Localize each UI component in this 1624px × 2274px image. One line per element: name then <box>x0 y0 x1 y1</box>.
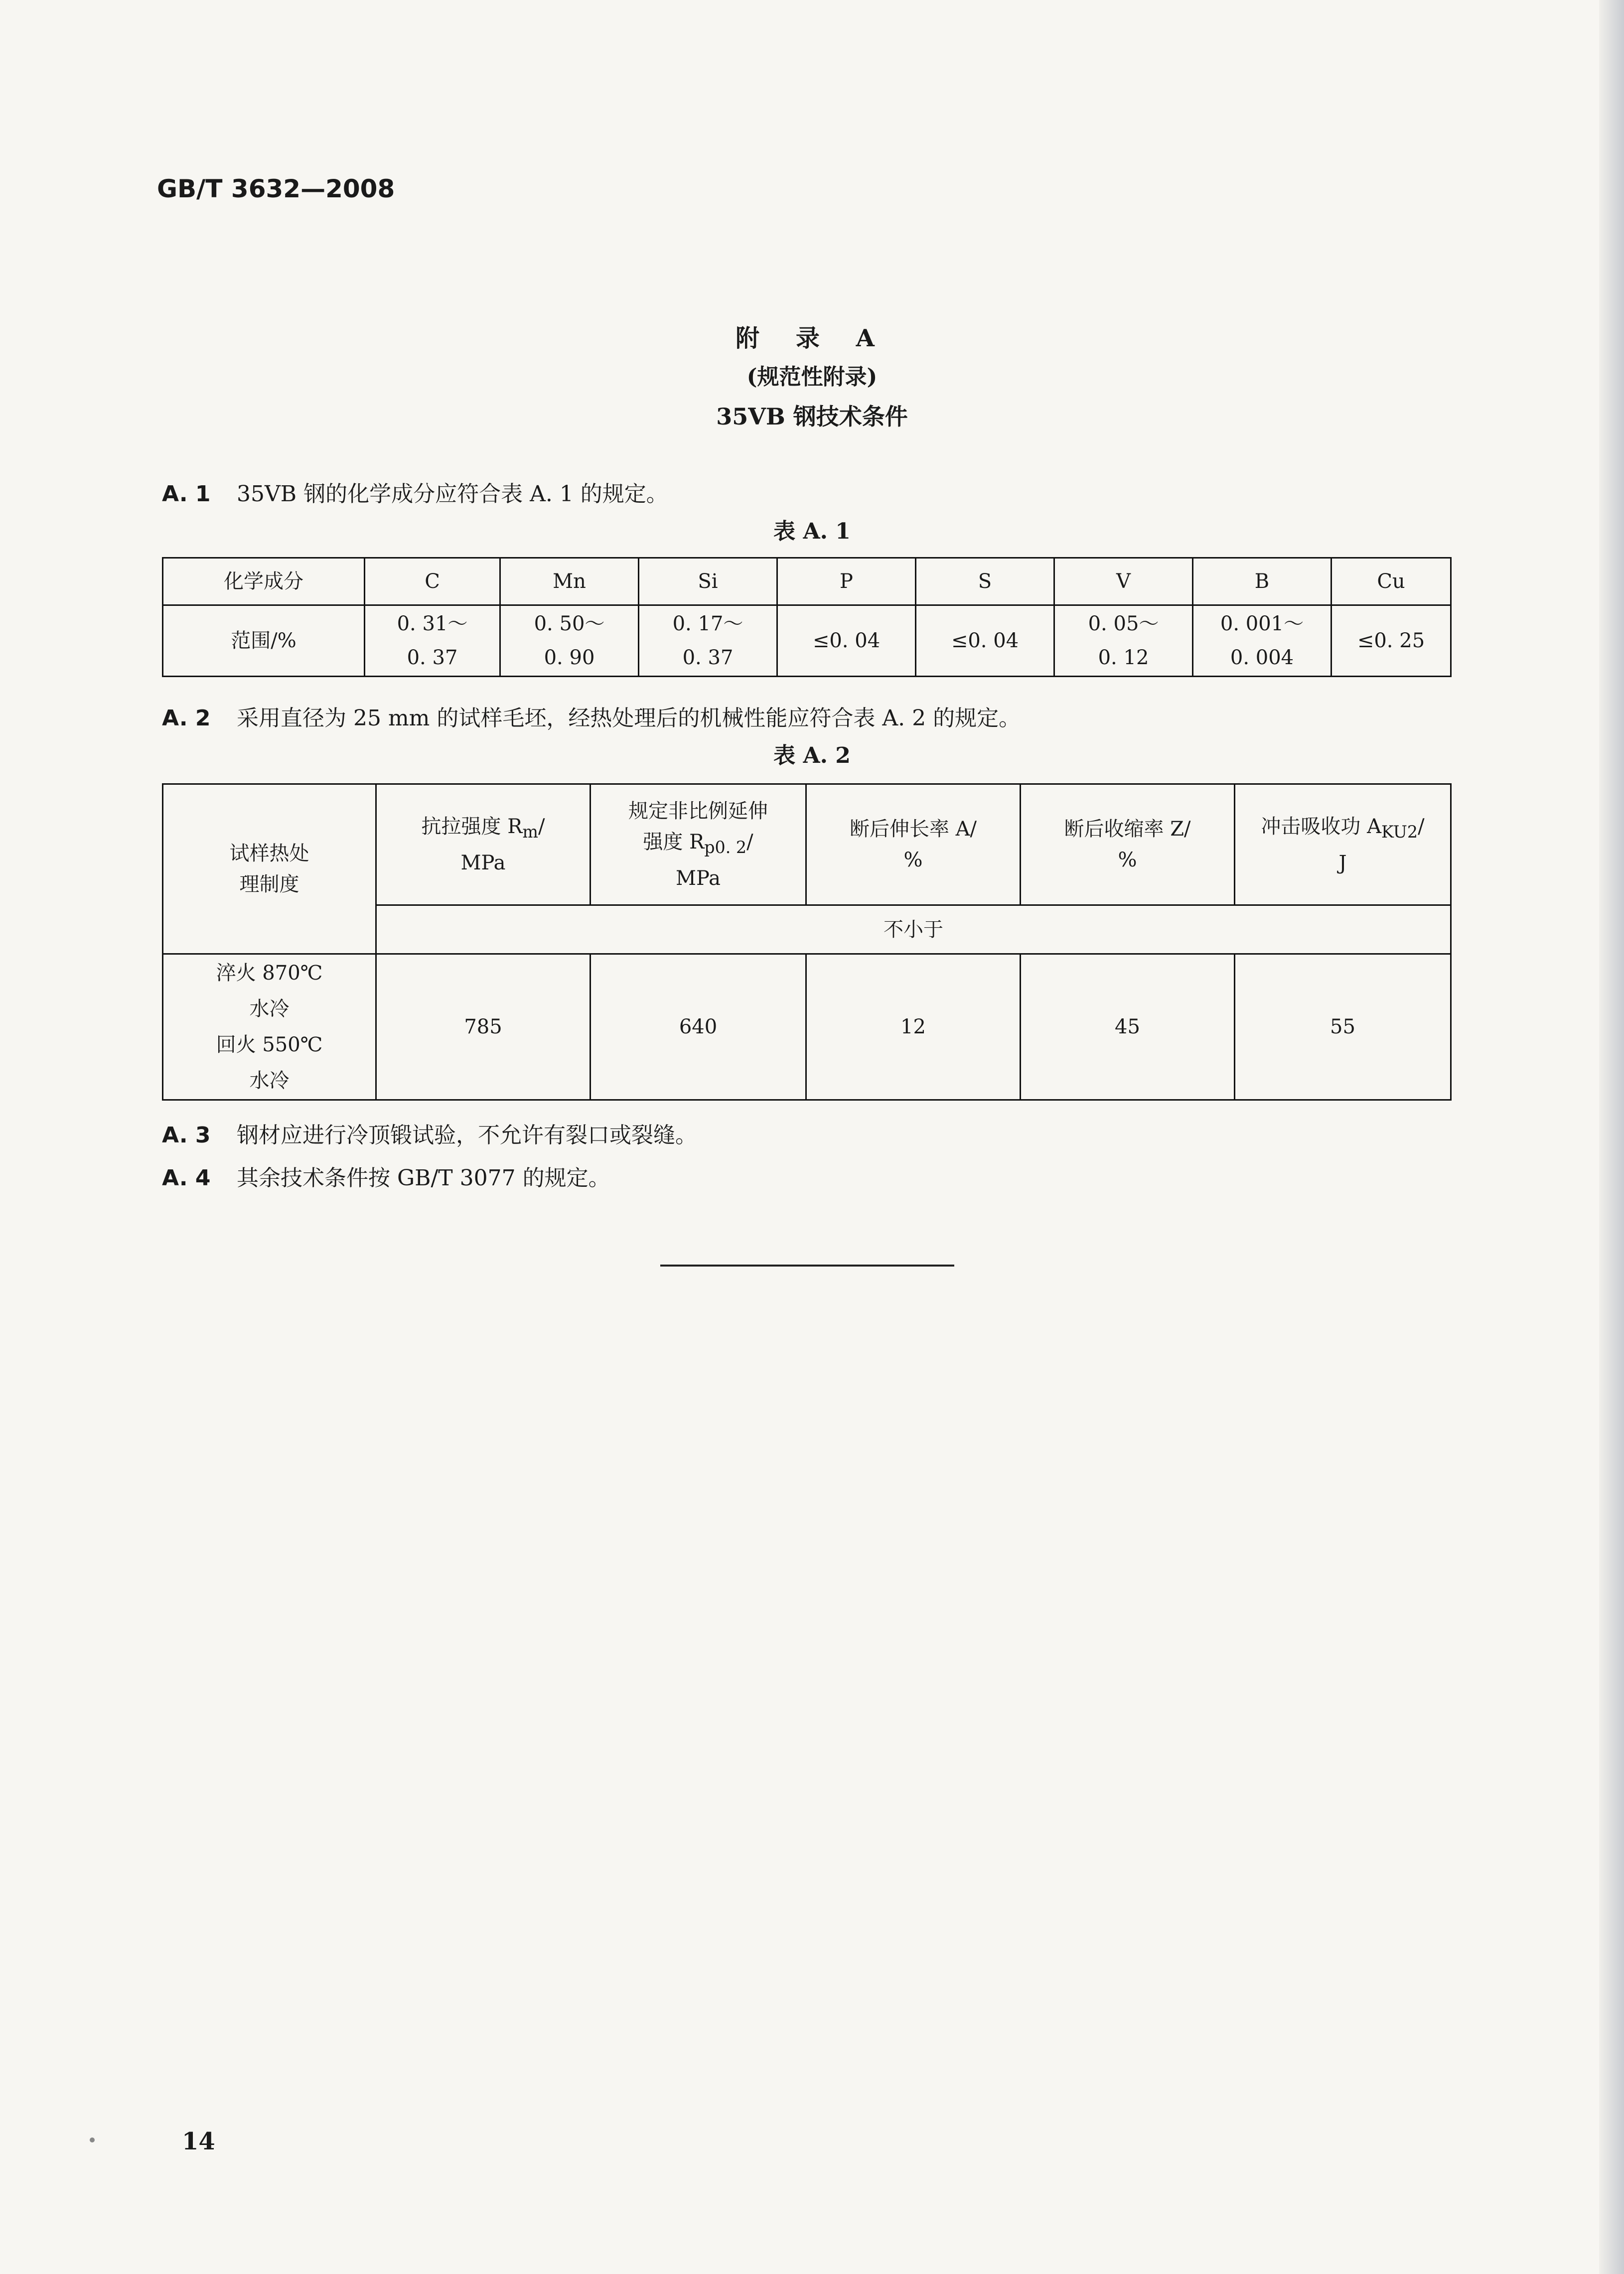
table-header-cell: 冲击吸收功 $A_{KU2}/$ J <box>1235 784 1451 905</box>
table-header-cell: 断后伸长率 A/ % <box>806 784 1021 905</box>
table-cell: 640 <box>591 954 806 1100</box>
table-a2 <box>162 783 1452 1101</box>
clause-number: A. 3 <box>162 1123 211 1148</box>
paragraph-a1 <box>162 476 668 508</box>
table-cell: 0. 17～ 0. 37 <box>639 605 777 677</box>
table-header-cell: 断后收缩率 Z/ % <box>1021 784 1235 905</box>
table-a1-caption: 表 A. 1 <box>773 519 851 544</box>
page-number: 14 <box>182 2128 215 2155</box>
clause-number: A. 4 <box>162 1165 211 1191</box>
table-cell: ≤0. 04 <box>777 605 916 677</box>
table-cell: 785 <box>376 954 591 1100</box>
table-cell: 0. 31～ 0. 37 <box>365 605 500 677</box>
paragraph-a3 <box>162 1117 697 1149</box>
scan-mark <box>90 2137 95 2142</box>
clause-text: 采用直径为 25 mm 的试样毛坯，经热处理后的机械性能应符合表 A. 2 的规定。 <box>237 706 1021 731</box>
table-cell: 55 <box>1235 954 1451 1100</box>
table-a1 <box>162 557 1452 677</box>
table-row <box>163 954 1451 1100</box>
table-cell: 0. 05～ 0. 12 <box>1054 605 1193 677</box>
clause-text: 钢材应进行冷顶锻试验，不允许有裂口或裂缝。 <box>237 1123 697 1148</box>
table-header-cell: 化学成分 <box>163 558 365 605</box>
table-cell: 12 <box>806 954 1021 1100</box>
annex-name: 35VB 钢技术条件 <box>716 403 908 430</box>
table-row <box>163 605 1451 677</box>
paragraph-a2 <box>162 700 1021 732</box>
clause-text: 其余技术条件按 GB/T 3077 的规定。 <box>237 1165 610 1191</box>
table-a2-caption: 表 A. 2 <box>773 743 851 768</box>
table-header-cell: Si <box>639 558 777 605</box>
row-label-cell: 范围/% <box>163 605 365 677</box>
table-header-cell: C <box>365 558 500 605</box>
table-cell: ≤0. 04 <box>916 605 1054 677</box>
table-cell: 0. 50～ 0. 90 <box>500 605 639 677</box>
clause-text: 35VB 钢的化学成分应符合表 A. 1 的规定。 <box>237 481 668 507</box>
table-subheader-cell: 不小于 <box>376 905 1451 954</box>
table-cell: ≤0. 25 <box>1331 605 1451 677</box>
table-header-cell: S <box>916 558 1054 605</box>
treatment-cell: 淬火 870℃ 水冷 回火 550℃ 水冷 <box>163 954 376 1100</box>
table-header-cell: Mn <box>500 558 639 605</box>
table-header-cell: 试样热处 理制度 <box>163 784 376 954</box>
table-row <box>163 784 1451 905</box>
standard-number: GB/T 3632—2008 <box>157 174 395 203</box>
clause-number: A. 1 <box>162 481 211 507</box>
table-cell: 45 <box>1021 954 1235 1100</box>
table-header-cell: B <box>1193 558 1331 605</box>
table-cell: 0. 001～ 0. 004 <box>1193 605 1331 677</box>
clause-number: A. 2 <box>162 706 211 731</box>
annex-title: 附 录 A <box>736 324 888 352</box>
annex-type: (规范性附录) <box>746 364 878 390</box>
table-header-cell: 抗拉强度 $R_m/$ MPa <box>376 784 591 905</box>
end-rule <box>660 1265 954 1267</box>
table-header-cell: 规定非比例延伸 强度 $R_{p0. 2}/$ MPa <box>591 784 806 905</box>
table-header-cell: P <box>777 558 916 605</box>
paragraph-a4 <box>162 1160 610 1192</box>
table-header-cell: Cu <box>1331 558 1451 605</box>
table-row <box>163 558 1451 605</box>
table-header-cell: V <box>1054 558 1193 605</box>
